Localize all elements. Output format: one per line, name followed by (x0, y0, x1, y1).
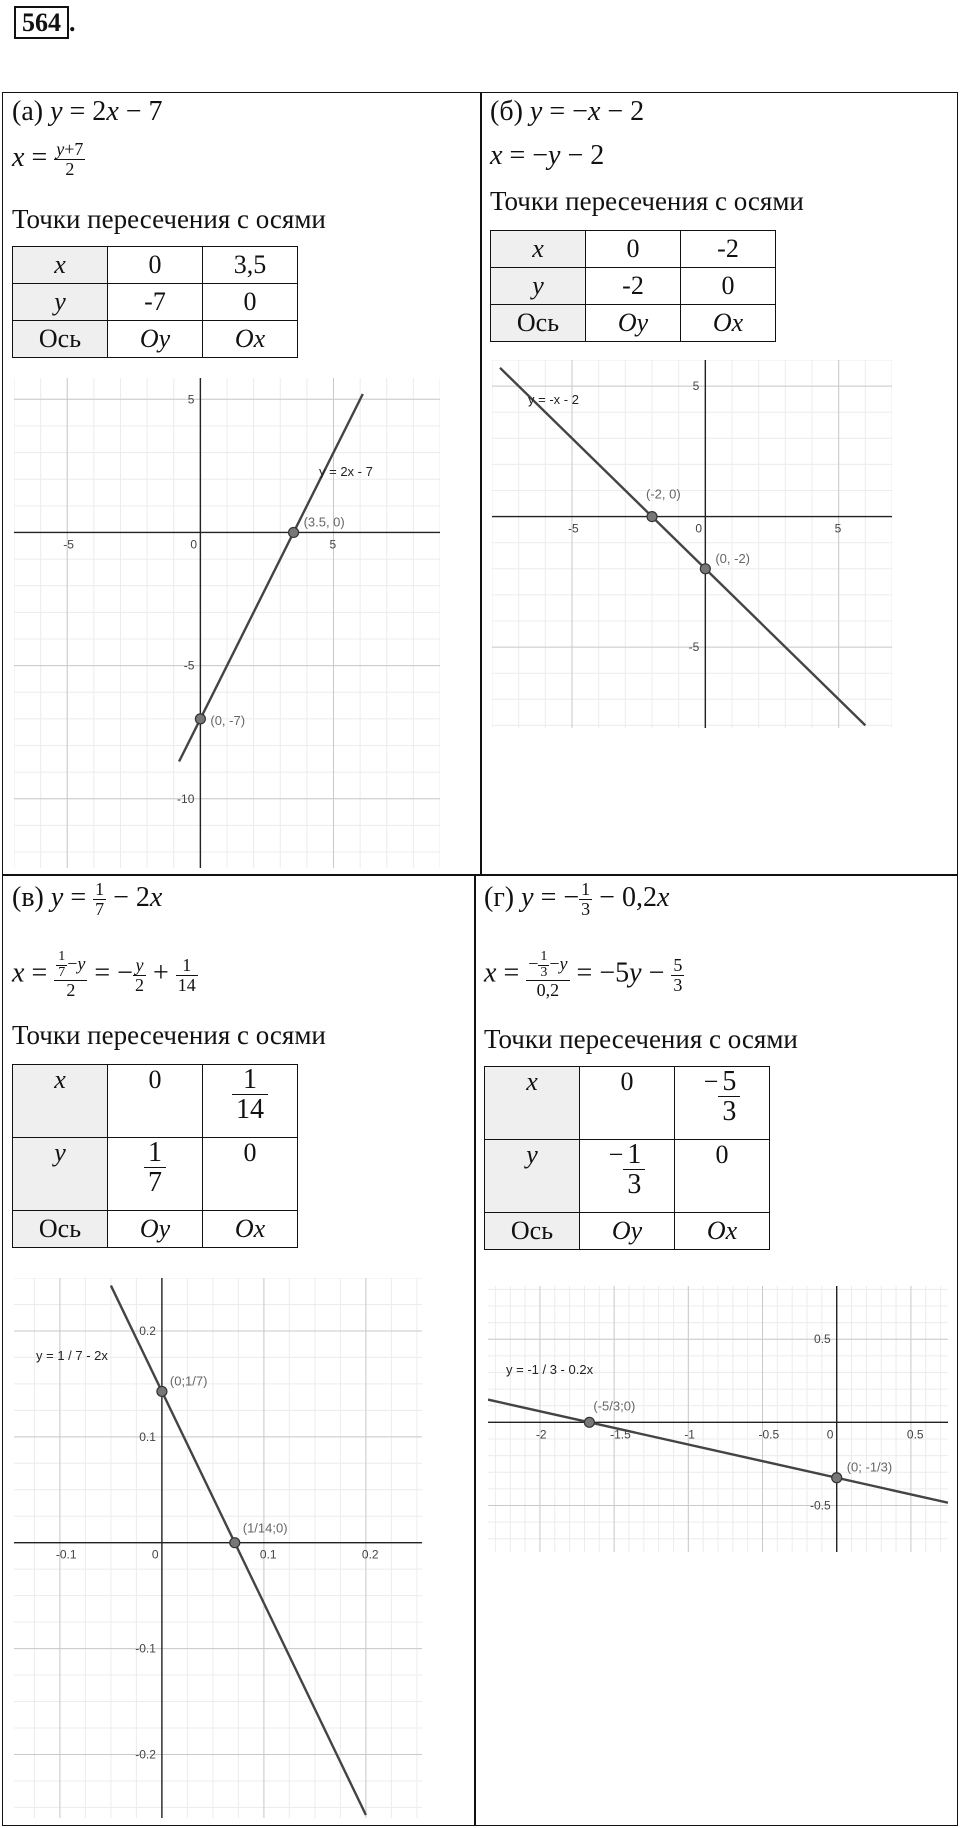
point-label: (0, -2) (715, 550, 751, 566)
x-tick-label: -5 (63, 537, 74, 552)
y-tick-label: -0.1 (135, 1641, 156, 1656)
y-tick-label: 0.5 (814, 1332, 831, 1347)
y-tick-label: 5 (692, 379, 700, 394)
table-cell: -2 (681, 231, 776, 268)
table-header-axis: Ось (13, 321, 108, 358)
table-header-x: x (485, 1067, 580, 1140)
x-tick-label: -5 (568, 521, 579, 536)
table-cell: 0 (203, 1138, 298, 1211)
table-cell: − $\frac{5}{3}$ (675, 1067, 770, 1140)
panel-c-graph (14, 1278, 422, 1818)
table-cell: 0 (108, 247, 203, 284)
function-line (179, 394, 363, 762)
panel-a-graph (14, 378, 440, 868)
table-cell: 0 (580, 1067, 675, 1140)
x-tick-label: -0.1 (55, 1547, 77, 1562)
table-cell: $\frac{1}{14}$ (203, 1065, 298, 1138)
table-header-x: x (13, 1065, 108, 1138)
table-cell: 0 (586, 231, 681, 268)
table-header-y: y (485, 1140, 580, 1213)
table-cell: Oy (108, 1211, 203, 1248)
table-cell: Ox (203, 1211, 298, 1248)
y-tick-label: 0.1 (139, 1429, 156, 1444)
x-tick-label: 5 (834, 521, 842, 536)
table-cell: Ox (675, 1213, 770, 1250)
panel-c-inverse: x = $\frac{1}{7}$ −y 2 = − $\frac{y}{2}$ + $\frac{1}{14}$ (12, 949, 196, 1001)
x-tick-label: 0.5 (906, 1427, 924, 1442)
table-cell: Oy (580, 1213, 675, 1250)
table-cell: -2 (586, 268, 681, 305)
table-cell: 0 (675, 1140, 770, 1213)
equation-label: y = 1 / 7 - 2x (36, 1348, 108, 1363)
intersection-point (230, 1538, 240, 1548)
table-cell: Oy (586, 305, 681, 342)
table-header-x: x (491, 231, 586, 268)
point-label: (1/14;0) (242, 1520, 288, 1536)
table-cell: − $\frac{1}{3}$ (580, 1140, 675, 1213)
panel-a-caption: Точки пересечения с осями (12, 204, 326, 234)
x-tick-label: -1.5 (610, 1427, 631, 1442)
panel-b-inverse: x = −y − 2 (490, 140, 605, 171)
table-header-y: y (13, 284, 108, 321)
problem-number: 564 . (14, 8, 76, 38)
intersection-point (700, 564, 710, 574)
table-header-axis: Ось (485, 1213, 580, 1250)
x-tick-label: -2 (535, 1427, 547, 1442)
panel-d-inverse: x = − $\frac{1}{3}$ −y 0,2 = −5y − $\frac{5}{3}$ (484, 949, 683, 1001)
intersection-point (157, 1386, 167, 1396)
table-cell: 3,5 (203, 247, 298, 284)
table-cell: 0 (108, 1065, 203, 1138)
y-tick-label: -0.2 (135, 1747, 156, 1762)
point-label: (3.5, 0) (303, 514, 345, 530)
equation-label: y = -1 / 3 - 0.2x (506, 1362, 594, 1377)
table-header-axis: Ось (13, 1211, 108, 1248)
table-cell: 0 (681, 268, 776, 305)
equation-label: y = -x - 2 (528, 392, 579, 407)
panel-c-table (12, 1064, 298, 1248)
table-header-x: x (13, 247, 108, 284)
table-header-axis: Ось (491, 305, 586, 342)
x-tick-label: -1 (684, 1427, 695, 1442)
table-cell: Oy (108, 321, 203, 358)
x-tick-label: 0.1 (259, 1547, 277, 1562)
y-tick-label: -5 (183, 658, 195, 673)
table-cell: $\frac{1}{7}$ (108, 1138, 203, 1211)
intersection-point (195, 714, 205, 724)
x-tick-label: 0 (826, 1427, 834, 1442)
point-label: (0, -7) (210, 712, 246, 728)
intersection-point (584, 1417, 594, 1427)
panel-a-title: (а) y = 2x − 7 (12, 96, 163, 127)
table-cell: Ox (203, 321, 298, 358)
x-tick-label: 0 (151, 1547, 159, 1562)
x-tick-label: 5 (329, 537, 337, 552)
panel-d-caption: Точки пересечения с осями (484, 1024, 798, 1054)
x-tick-label: 0.2 (361, 1547, 379, 1562)
panel-d-title: (г) y = − $\frac{1}{3}$ − 0,2x (484, 879, 670, 919)
table-cell: Ox (681, 305, 776, 342)
point-label: (0;1/7) (169, 1373, 208, 1389)
panel-a-table (12, 246, 298, 358)
point-label: (0; -1/3) (846, 1459, 893, 1475)
panel-b-graph (492, 360, 892, 728)
panel-b-caption: Точки пересечения с осями (490, 186, 804, 216)
y-tick-label: 0.2 (139, 1323, 156, 1338)
panel-a-inverse: x = $\frac{y+7}{2}$ (12, 139, 84, 179)
intersection-point (289, 527, 299, 537)
intersection-point (647, 512, 657, 522)
panel-c-caption: Точки пересечения с осями (12, 1020, 326, 1050)
table-header-y: y (491, 268, 586, 305)
panel-b-table (490, 230, 776, 342)
y-tick-label: -5 (688, 640, 700, 655)
y-tick-label: -0.5 (810, 1498, 831, 1513)
y-tick-label: 5 (187, 392, 195, 407)
table-header-y: y (13, 1138, 108, 1211)
y-tick-label: -10 (177, 791, 195, 806)
panel-b-title: (б) y = −x − 2 (490, 96, 645, 127)
intersection-point (832, 1473, 842, 1483)
table-cell: -7 (108, 284, 203, 321)
panel-d-table (484, 1066, 770, 1250)
point-label: (-2, 0) (646, 486, 681, 502)
equation-label: y = 2x - 7 (319, 464, 373, 479)
table-cell: 0 (203, 284, 298, 321)
x-tick-label: 0 (190, 537, 198, 552)
x-tick-label: 0 (695, 521, 703, 536)
x-tick-label: -0.5 (758, 1427, 780, 1442)
panel-c-title: (в) y = $\frac{1}{7}$ − 2x (12, 879, 163, 919)
point-label: (-5/3;0) (593, 1398, 636, 1414)
function-line (500, 368, 865, 726)
panel-d-graph (488, 1286, 948, 1552)
